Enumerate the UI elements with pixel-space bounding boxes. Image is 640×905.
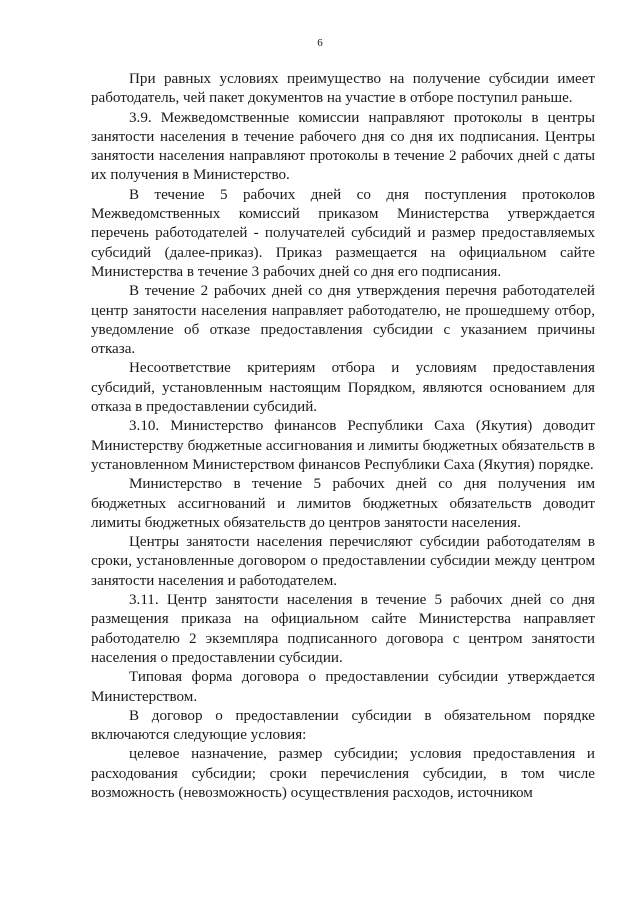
document-body (91, 70, 595, 803)
paragraph-priority: При равных условиях преимущество на получение субсидии имеет работодатель, чей пакет документов на участие в отборе поступил раньше. (91, 71, 595, 107)
paragraph-limits: Министерство в течение 5 рабочих дней со дня получения им бюджетных ассигнований и лимитов бюджетных обязательств доводит лимиты бюджетных обязательств до центров занятости населения. (91, 476, 595, 531)
paragraph-3-10: 3.10. Министерство финансов Республики Саха (Якутия) доводит Министерству бюджетные ассигнования и лимиты бюджетных обязательств в установленном Министерством финансов Республики Саха (Якутия) порядке. (91, 418, 595, 473)
paragraph-contract-conditions: В договор о предоставлении субсидии в обязательном порядке включаются следующие условия: (91, 707, 595, 744)
paragraph-3-11: 3.11. Центр занятости населения в течение 5 рабочих дней со дня размещения приказа на официальном сайте Министерства направляет работодателю 2 экземпляра подписанного договора с центром занятости населения о предоставлении субсидии. (91, 592, 595, 666)
paragraph-3-9: 3.9. Межведомственные комиссии направляют протоколы в центры занятости населения в течение рабочего дня со дня их подписания. Центры занятости населения направляют протоколы в течение 2 рабочих дней с даты их получения в Министерство. (91, 109, 595, 184)
paragraph-refusal-grounds: Несоответствие критериям отбора и условиям предоставления субсидий, установленным настоящим Порядком, являются основанием для отказа в предоставлении субсидий. (91, 360, 595, 416)
page-number: 6 (317, 37, 323, 49)
paragraph-order-approval: В течение 5 рабочих дней со дня поступления протоколов Межведомственных комиссий приказом Министерства утверждается перечень работодателей - получателей субсидий и размер предоставляемых субсидий (далее-приказ). Приказ размещается на официальном сайте Министерства в течение 3 рабочих дней со дня его подписания. (91, 186, 595, 280)
paragraph-contract-form: Типовая форма договора о предоставлении субсидии утверждается Министерством. (91, 669, 595, 705)
paragraph-transfer: Центры занятости населения перечисляют субсидии работодателям в сроки, установленные договором о предоставлении субсидии между центром занятости населения и работодателем. (91, 534, 595, 589)
paragraph-conditions-list: целевое назначение, размер субсидии; условия предоставления и расходования субсидии; сроки перечисления субсидии, в том числе возможность (невозможность) осуществления расходов, источником (91, 746, 595, 801)
paragraph-refusal-notice: В течение 2 рабочих дней со дня утверждения перечня работодателей центр занятости населения направляет работодателю, не прошедшему отбор, уведомление об отказе предоставления субсидии с указанием причины отказа. (91, 283, 595, 358)
